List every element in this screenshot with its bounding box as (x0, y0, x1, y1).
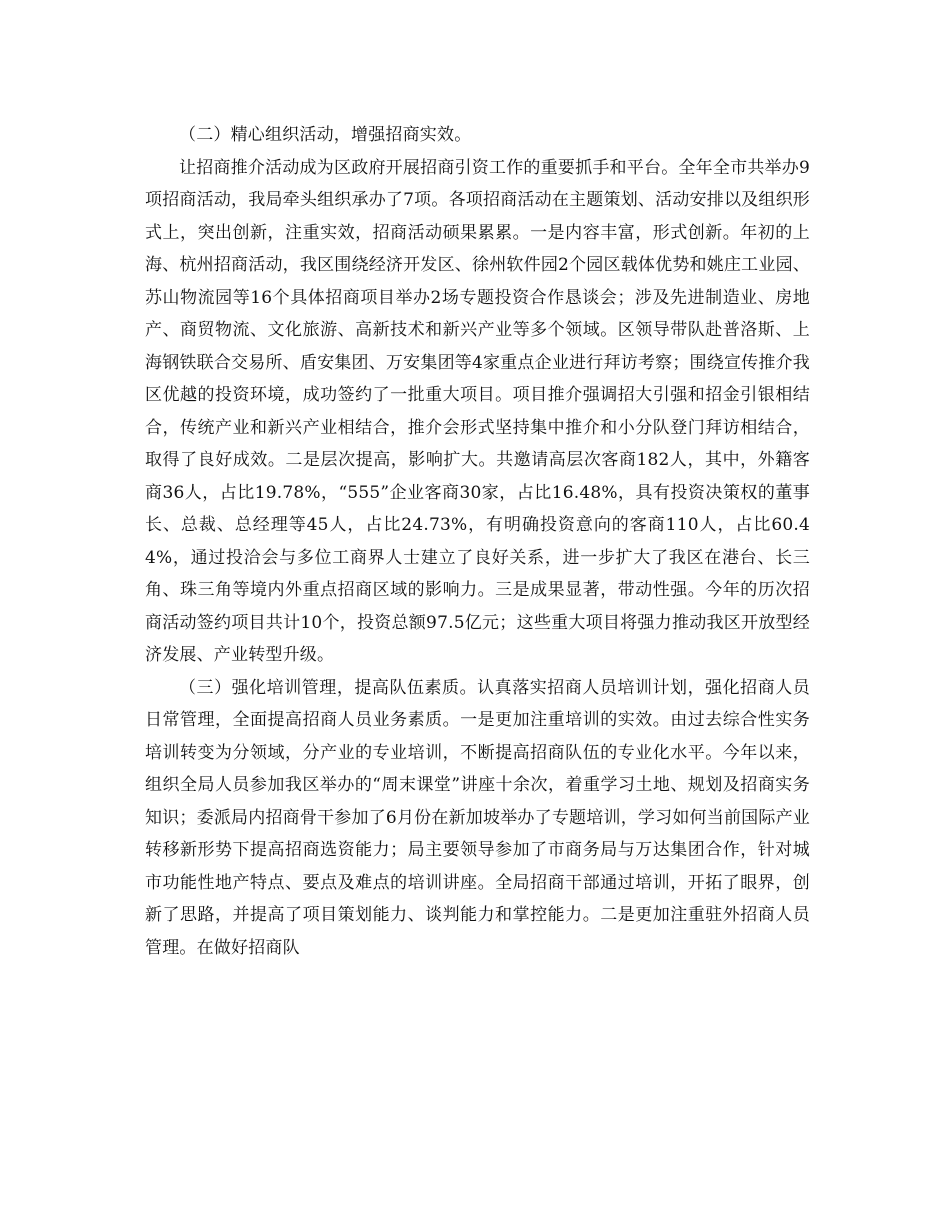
section-heading-2: （二）精心组织活动，增强招商实效。 (179, 125, 472, 145)
body-paragraph: 让招商推介活动成为区政府开展招商引资工作的重要抓手和平台。全年全市共举办9项招商活动，我局牵头组织承办了7项。各项招商活动在主题策划、活动安排以及组织形式上，突出创新，注重实效，招商活动硕果累累。一是内容丰富，形式创新。年初的上海、杭州招商活动，我区围绕经济开发区、徐州软件园2个园区载体优势和姚庄工业园、苏山物流园等16个具体招商项目举办2场专题投资合作恳谈会；涉及先进制造业、房地产、商贸物流、文化旅游、高新技术和新兴产业等多个领域。区领导带队赴普洛斯、上海钢铁联合交易所、盾安集团、万安集团等4家重点企业进行拜访考察；围绕宣传推介我区优越的投资环境，成功签约了一批重大项目。项目推介强调招大引强和招金引银相结合，传统产业和新兴产业相结合，推介会形式坚持集中推介和小分队登门拜访相结合，取得了良好成效。二是层次提高，影响扩大。共邀请高层次客商182人，其中，外籍客商36人，占比19.78%，“555”企业客商30家，占比16.48%，具有投资决策权的董事长、总裁、总经理等45人，占比24.73%，有明确投资意向的客商110人，占比60.44%，通过投洽会与多位工商界人士建立了良好关系，进一步扩大了我区在港台、长三角、珠三角等境内外重点招商区域的影响力。三是成果显著，带动性强。今年的历次招商活动签约项目共计10个，投资总额97.5亿元；这些重大项目将强力推动我区开放型经济发展、产业转型升级。 (145, 157, 810, 665)
section-paragraph-3: （三）强化培训管理，提高队伍素质。认真落实招商人员培训计划，强化招商人员日常管理，全面提高招商人员业务素质。一是更加注重培训的实效。由过去综合性实务培训转变为分领域，分产业的专业培训，不断提高招商队伍的专业化水平。今年以来，组织全局人员参加我区举办的“周末课堂”讲座十余次，着重学习土地、规划及招商实务知识；委派局内招商骨干参加了6月份在新加坡举办了专题培训，学习如何当前国际产业转移新形势下提高招商选资能力；局主要领导参加了市商务局与万达集团合作，针对城市功能性地产特点、要点及难点的培训讲座。全局招商干部通过培训，开拓了眼界，创新了思路，并提高了项目策划能力、谈判能力和掌控能力。二是更加注重驻外招商人员管理。在做好招商队 (145, 677, 810, 958)
document-body (145, 119, 810, 964)
